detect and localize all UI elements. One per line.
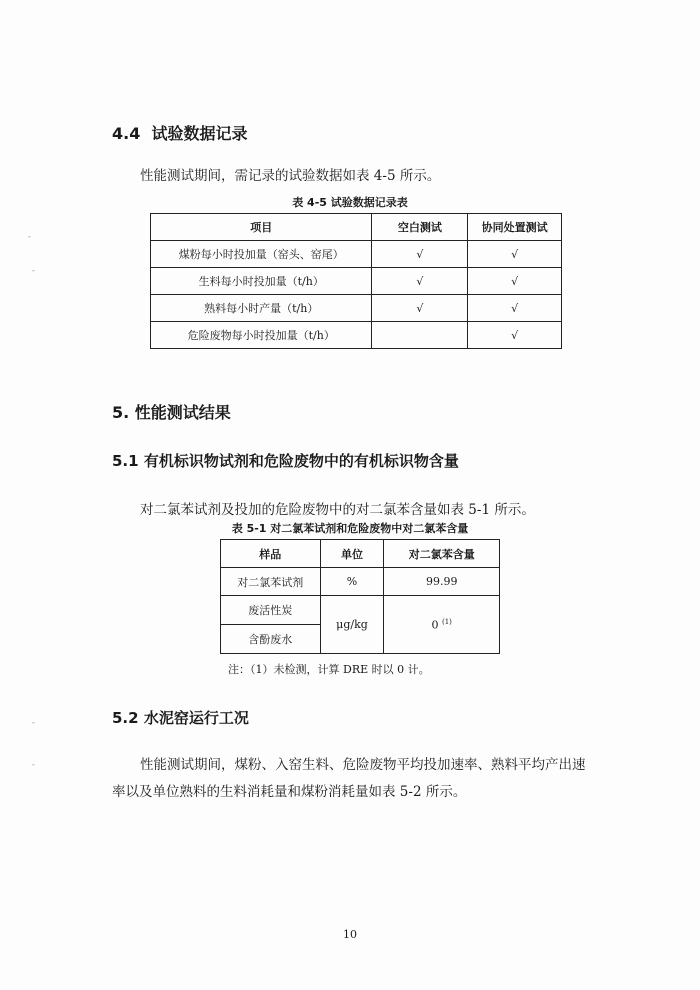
table-5-1	[220, 539, 500, 654]
table-header-cell: 样品	[221, 540, 321, 568]
table-4-5	[150, 213, 562, 349]
table-cell	[372, 322, 468, 349]
table-cell: 危险废物每小时投加量（t/h）	[151, 322, 372, 349]
table-header-cell: 空白测试	[372, 214, 468, 241]
table-cell: √	[372, 295, 468, 322]
table-cell: √	[468, 241, 562, 268]
table-header-cell: 协同处置测试	[468, 214, 562, 241]
table-cell: 生料每小时投加量（t/h）	[151, 268, 372, 295]
table-row	[151, 241, 562, 268]
table-cell: 煤粉每小时投加量（窑头、窑尾）	[151, 241, 372, 268]
scan-mark: -	[32, 266, 35, 275]
table-4-5-caption: 表 4-5 试验数据记录表	[292, 196, 408, 209]
section-5-2-paragraph-line-1: 性能测试期间，煤粉、入窑生料、危险废物平均投加速率、熟料平均产出速	[140, 757, 586, 773]
table-header-cell: 对二氯苯含量	[384, 540, 500, 568]
section-5-2-paragraph-line-2: 率以及单位熟料的生料消耗量和煤粉消耗量如表 5-2 所示。	[112, 784, 467, 800]
section-5-1-paragraph: 对二氯苯试剂及投加的危险废物中的对二氯苯含量如表 5-1 所示。	[140, 502, 535, 518]
table-cell: √	[468, 268, 562, 295]
section-4-4-paragraph: 性能测试期间，需记录的试验数据如表 4-5 所示。	[140, 168, 441, 184]
table-cell: 熟料每小时产量（t/h）	[151, 295, 372, 322]
table-cell: 含酚废水	[221, 625, 321, 654]
scan-mark: -	[28, 232, 31, 241]
table-cell-unit-merged: μg/kg	[320, 596, 384, 654]
footnote-ref: (1)	[441, 617, 452, 626]
table-row	[151, 268, 562, 295]
scan-mark: -	[32, 718, 35, 727]
table-cell: √	[372, 268, 468, 295]
table-cell: 99.99	[384, 568, 500, 596]
table-5-1-caption: 表 5-1 对二氯苯试剂和危险废物中对二氯苯含量	[231, 522, 469, 535]
table-cell: √	[468, 322, 562, 349]
section-heading-5: 5. 性能测试结果	[112, 403, 231, 422]
table-cell: 对二氯苯试剂	[221, 568, 321, 596]
scan-mark: -	[32, 760, 35, 769]
table-row	[221, 596, 500, 625]
table-5-1-note: 注：（1）未检测，计算 DRE 时以 0 计。	[228, 663, 430, 676]
page-number: 10	[343, 928, 357, 941]
table-cell: %	[320, 568, 384, 596]
section-heading-4-4: 4.4 试验数据记录	[112, 124, 248, 143]
section-heading-5-1: 5.1 有机标识物试剂和危险废物中的有机标识物含量	[112, 452, 459, 470]
table-row	[221, 568, 500, 596]
table-cell-value-merged	[384, 596, 500, 654]
table-row	[151, 322, 562, 349]
merged-value: 0	[431, 618, 439, 632]
table-row	[151, 295, 562, 322]
table-cell: 废活性炭	[221, 596, 321, 625]
section-heading-5-2: 5.2 水泥窑运行工况	[112, 709, 249, 727]
table-cell: √	[372, 241, 468, 268]
table-header-cell: 单位	[320, 540, 384, 568]
table-cell: √	[468, 295, 562, 322]
table-header-cell: 项目	[151, 214, 372, 241]
